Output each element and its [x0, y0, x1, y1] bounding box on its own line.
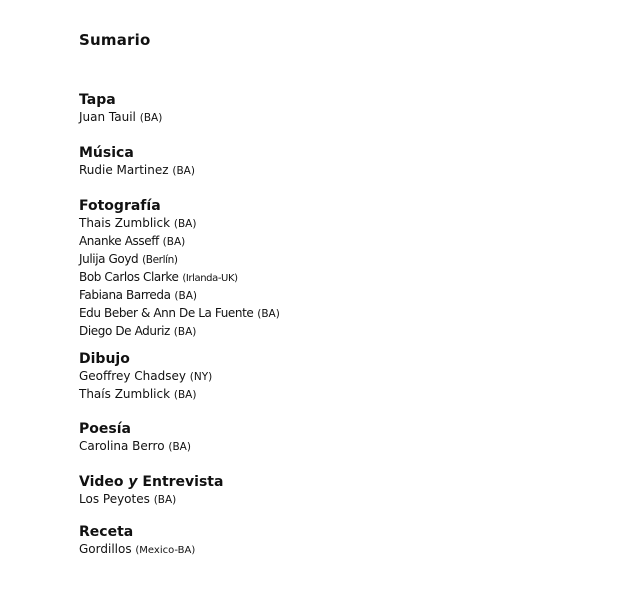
credit-name: Ananke Asseff — [79, 234, 159, 248]
credit-name: Edu Beber & Ann De La Fuente — [79, 306, 254, 320]
section-video-entrevista — [79, 474, 599, 509]
page-title: Sumario — [79, 31, 151, 49]
heading-video: Video — [79, 474, 124, 490]
credit-location: (Berlín) — [142, 254, 178, 266]
credit-entry — [79, 438, 599, 456]
credit-entry — [79, 541, 599, 559]
credit-location: (BA) — [162, 236, 186, 248]
heading-conjunction: y — [128, 474, 138, 490]
credit-name: Los Peyotes — [79, 492, 150, 506]
credit-entry — [79, 269, 599, 287]
credit-location: (BA) — [257, 308, 280, 320]
section-tapa — [79, 92, 599, 127]
credit-name: Thaís Zumblick — [79, 387, 171, 401]
section-heading-video-entrevista — [79, 474, 599, 491]
credit-name: Geoffrey Chadsey — [79, 369, 186, 383]
credit-location: (BA) — [173, 218, 197, 230]
credit-entry — [79, 215, 599, 233]
credit-location: (Irlanda-UK) — [182, 273, 238, 284]
credit-name: Diego De Aduriz — [79, 324, 170, 338]
credit-location: (BA) — [172, 165, 195, 177]
credit-entry — [79, 368, 599, 386]
credit-entry — [79, 491, 599, 509]
credit-location: (BA) — [174, 290, 197, 302]
credit-location: (BA) — [173, 389, 197, 401]
credit-location: (BA) — [153, 494, 177, 506]
credit-name: Fabiana Barreda — [79, 288, 171, 302]
credit-entry — [79, 109, 599, 127]
heading-entrevista: Entrevista — [142, 474, 224, 490]
section-receta — [79, 524, 599, 559]
credit-location: (BA) — [173, 326, 197, 338]
section-heading-poesia: Poesía — [79, 421, 131, 437]
section-musica — [79, 145, 599, 180]
section-fotografia — [79, 198, 599, 341]
credit-name: Thais Zumblick — [79, 216, 171, 230]
credit-name: Julija Goyd — [79, 252, 139, 266]
section-heading-fotografia: Fotografía — [79, 198, 161, 214]
credit-name: Rudie Martinez — [79, 163, 169, 177]
credit-entry — [79, 386, 599, 404]
credit-entry — [79, 287, 599, 305]
credit-location: (BA) — [139, 112, 163, 124]
credit-name: Carolina Berro — [79, 439, 165, 453]
credit-name: Juan Tauil — [79, 110, 136, 124]
credit-location: (NY) — [189, 371, 213, 383]
section-dibujo — [79, 351, 599, 404]
credit-location: (BA) — [168, 441, 191, 453]
credit-name: Gordillos — [79, 542, 132, 556]
credit-entry — [79, 323, 599, 341]
section-heading-receta: Receta — [79, 524, 134, 540]
credit-entry — [79, 233, 599, 251]
credit-entry — [79, 305, 599, 323]
section-heading-tapa: Tapa — [79, 92, 116, 108]
credit-location: (Mexico-BA) — [135, 545, 196, 556]
credit-entry — [79, 251, 599, 269]
summary-page — [79, 0, 599, 600]
section-heading-dibujo: Dibujo — [79, 351, 130, 367]
credit-entry — [79, 162, 599, 180]
credit-name: Bob Carlos Clarke — [79, 270, 179, 284]
section-heading-musica: Música — [79, 145, 134, 161]
section-poesia — [79, 421, 599, 456]
